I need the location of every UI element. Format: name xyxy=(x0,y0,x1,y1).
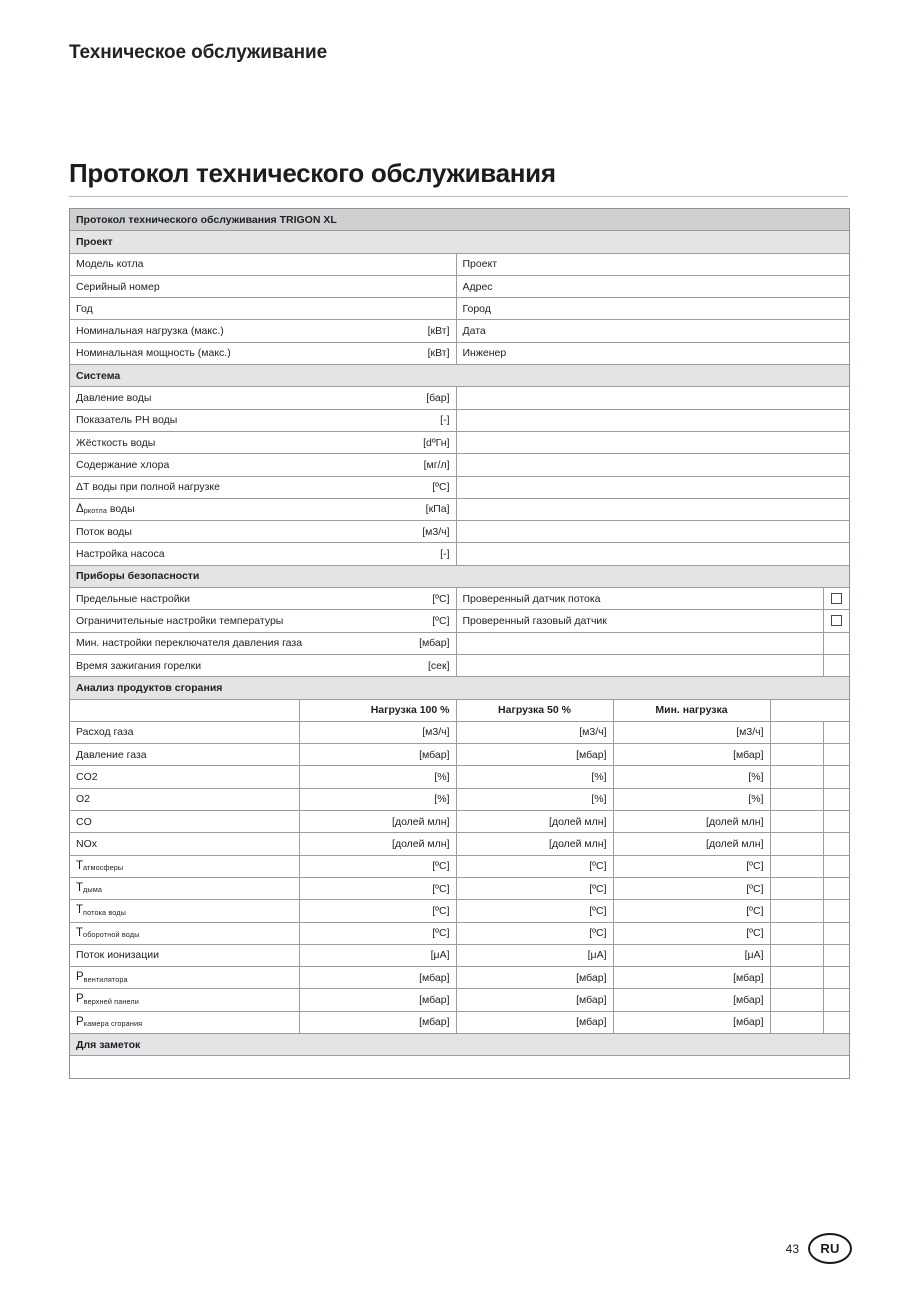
table-row xyxy=(70,766,849,788)
combustion-spacer-cell xyxy=(770,833,823,855)
combustion-unit-load-50[interactable]: [долей млн] xyxy=(456,811,613,833)
safety-check-label xyxy=(456,632,823,654)
row-label: Тдыма xyxy=(76,881,103,895)
combustion-spacer-cell xyxy=(770,944,823,966)
combustion-spacer-cell xyxy=(770,877,823,899)
table-row xyxy=(70,588,849,610)
row-label: Показатель PH воды xyxy=(76,414,178,427)
table-row xyxy=(70,1056,849,1078)
project-value-cell[interactable]: Адрес xyxy=(456,275,849,297)
row-label: Ркамера сгорания xyxy=(76,1015,143,1029)
combustion-spacer-cell xyxy=(770,900,823,922)
combustion-tail-cell xyxy=(823,833,849,855)
project-label-cell xyxy=(70,320,456,342)
row-label: Модель котла xyxy=(76,258,144,271)
combustion-spacer-cell xyxy=(770,967,823,989)
combustion-spacer-cell xyxy=(770,989,823,1011)
section-header-system: Система xyxy=(70,365,849,387)
combustion-label-cell xyxy=(70,744,299,766)
row-label: Год xyxy=(76,302,93,315)
table-row xyxy=(70,610,849,632)
combustion-unit-load-50[interactable]: [%] xyxy=(456,766,613,788)
row-label: Поток ионизации xyxy=(76,949,159,962)
row-unit: [мг/л] xyxy=(423,458,450,471)
combustion-label-cell xyxy=(70,1011,299,1033)
table-row xyxy=(70,922,849,944)
row-label: CO xyxy=(76,815,92,828)
combustion-unit-load-100[interactable]: [мбар] xyxy=(299,989,456,1011)
project-value-cell[interactable]: Проект xyxy=(456,253,849,275)
table-row xyxy=(70,855,849,877)
combustion-tail-cell xyxy=(823,922,849,944)
page-title: Протокол технического обслуживания xyxy=(69,158,556,188)
table-row xyxy=(70,989,849,1011)
combustion-spacer-cell xyxy=(770,721,823,743)
combustion-unit-load-50[interactable]: [ºC] xyxy=(456,900,613,922)
row-label: Время зажигания горелки xyxy=(76,659,202,672)
table-row xyxy=(70,900,849,922)
combustion-spacer-cell xyxy=(770,766,823,788)
table-row xyxy=(70,721,849,743)
combustion-tail-cell xyxy=(823,766,849,788)
combustion-unit-load-50[interactable]: [м3/ч] xyxy=(456,721,613,743)
system-value-cell[interactable] xyxy=(456,387,849,409)
combustion-unit-load-min[interactable]: [долей млн] xyxy=(613,833,770,855)
table-row xyxy=(70,543,849,565)
table-row xyxy=(70,877,849,899)
row-unit: [кВт] xyxy=(427,347,450,360)
column-header-load-50: Нагрузка 50 % xyxy=(456,699,613,721)
combustion-unit-load-100[interactable]: [мбар] xyxy=(299,744,456,766)
combustion-unit-load-100[interactable]: [долей млн] xyxy=(299,833,456,855)
safety-label-cell xyxy=(70,654,456,676)
combustion-unit-load-50[interactable]: [мбар] xyxy=(456,967,613,989)
project-label-cell xyxy=(70,298,456,320)
row-unit: [бар] xyxy=(426,391,450,404)
row-unit: [-] xyxy=(440,548,450,561)
system-value-cell[interactable] xyxy=(456,498,849,520)
table-row xyxy=(70,387,849,409)
section-header-notes: Для заметок xyxy=(70,1033,849,1055)
section-header-safety: Приборы безопасности xyxy=(70,565,849,587)
row-label: Давление газа xyxy=(76,748,147,761)
project-value-cell[interactable]: Дата xyxy=(456,320,849,342)
project-label-cell xyxy=(70,253,456,275)
row-label: Мин. настройки переключателя давления газа xyxy=(76,637,303,650)
row-label: Рвентилятора xyxy=(76,971,128,984)
combustion-unit-load-min[interactable]: [м3/ч] xyxy=(613,721,770,743)
combustion-unit-load-50[interactable]: [мбар] xyxy=(456,744,613,766)
table-row xyxy=(70,677,849,699)
project-label-cell xyxy=(70,342,456,364)
table-row xyxy=(70,565,849,587)
system-label-cell xyxy=(70,521,456,543)
system-label-cell xyxy=(70,498,456,520)
combustion-label-cell xyxy=(70,922,299,944)
row-label: Татмосферы xyxy=(76,859,124,873)
safety-label-cell xyxy=(70,632,456,654)
row-unit: [ºC] xyxy=(432,614,450,627)
row-label: Δркотла воды xyxy=(76,502,135,516)
table-row xyxy=(70,365,849,387)
safety-checkbox-cell[interactable] xyxy=(823,588,849,610)
system-value-cell[interactable] xyxy=(456,476,849,498)
safety-check-label: Проверенный газовый датчик xyxy=(456,610,823,632)
combustion-unit-load-min[interactable]: [ºC] xyxy=(613,922,770,944)
table-row xyxy=(70,476,849,498)
table-row xyxy=(70,521,849,543)
row-label: Предельные настройки xyxy=(76,592,191,605)
region-badge-icon: RU xyxy=(808,1233,852,1264)
table-row xyxy=(70,298,849,320)
row-label: Расход газа xyxy=(76,726,134,739)
row-label: Серийный номер xyxy=(76,280,160,293)
column-header-load-min: Мин. нагрузка xyxy=(613,699,770,721)
combustion-unit-load-50[interactable]: [мбар] xyxy=(456,1011,613,1033)
combustion-unit-load-50[interactable]: [μA] xyxy=(456,944,613,966)
combustion-corner-cell xyxy=(70,699,299,721)
row-label: Номинальная мощность (макс.) xyxy=(76,347,231,360)
combustion-unit-load-min[interactable]: [%] xyxy=(613,788,770,810)
combustion-unit-load-100[interactable]: [ºC] xyxy=(299,900,456,922)
table-row xyxy=(70,699,849,721)
table-row xyxy=(70,1033,849,1055)
project-value-cell[interactable]: Город xyxy=(456,298,849,320)
system-label-cell xyxy=(70,387,456,409)
maintenance-protocol-table xyxy=(69,208,850,1079)
table-row xyxy=(70,967,849,989)
combustion-unit-load-100[interactable]: [ºC] xyxy=(299,922,456,944)
table-row xyxy=(70,320,849,342)
running-head: Техническое обслуживание xyxy=(69,42,328,63)
notes-area[interactable] xyxy=(70,1056,849,1078)
table-row xyxy=(70,342,849,364)
table-row xyxy=(70,209,849,231)
sheet-title-bar: Протокол технического обслуживания TRIGON XL xyxy=(70,209,849,231)
system-label-cell xyxy=(70,409,456,431)
combustion-unit-load-50[interactable]: [ºC] xyxy=(456,855,613,877)
column-header-load-100: Нагрузка 100 % xyxy=(299,699,456,721)
combustion-spacer-cell xyxy=(770,811,823,833)
row-label: Тпотока воды xyxy=(76,904,126,917)
row-label: Номинальная нагрузка (макс.) xyxy=(76,325,224,338)
row-label: Ограничительные настройки температуры xyxy=(76,614,284,627)
table-row xyxy=(70,654,849,676)
safety-checkbox-cell[interactable] xyxy=(823,610,849,632)
system-value-cell[interactable] xyxy=(456,454,849,476)
row-label: ΔТ воды при полной нагрузке xyxy=(76,481,220,494)
combustion-label-cell xyxy=(70,967,299,989)
page-number: 43 xyxy=(785,1241,799,1256)
combustion-label-cell xyxy=(70,877,299,899)
combustion-label-cell xyxy=(70,788,299,810)
combustion-unit-load-min[interactable]: [мбар] xyxy=(613,989,770,1011)
table-row xyxy=(70,833,849,855)
combustion-unit-load-min[interactable]: [ºC] xyxy=(613,900,770,922)
combustion-unit-load-min[interactable]: [μA] xyxy=(613,944,770,966)
combustion-unit-load-100[interactable]: [м3/ч] xyxy=(299,721,456,743)
combustion-unit-load-100[interactable]: [%] xyxy=(299,788,456,810)
combustion-tail-cell xyxy=(823,811,849,833)
combustion-unit-load-min[interactable]: [мбар] xyxy=(613,1011,770,1033)
checkbox-icon[interactable] xyxy=(831,615,842,626)
safety-check-label: Проверенный датчик потока xyxy=(456,588,823,610)
combustion-unit-load-50[interactable]: [%] xyxy=(456,788,613,810)
system-value-cell[interactable] xyxy=(456,431,849,453)
table-row xyxy=(70,498,849,520)
combustion-unit-load-min[interactable]: [ºC] xyxy=(613,877,770,899)
combustion-unit-load-50[interactable]: [ºC] xyxy=(456,877,613,899)
table-row xyxy=(70,253,849,275)
combustion-unit-load-50[interactable]: [ºC] xyxy=(456,922,613,944)
combustion-label-cell xyxy=(70,721,299,743)
row-label: Жёсткость воды xyxy=(76,436,156,449)
row-label: Настройка насоса xyxy=(76,548,165,561)
system-value-cell[interactable] xyxy=(456,543,849,565)
row-unit: [кВт] xyxy=(427,325,450,338)
section-header-project: Проект xyxy=(70,231,849,253)
combustion-label-cell xyxy=(70,766,299,788)
row-label: O2 xyxy=(76,793,91,806)
safety-label-cell xyxy=(70,588,456,610)
combustion-tail-cell xyxy=(823,877,849,899)
row-unit: [-] xyxy=(440,414,450,427)
table-row xyxy=(70,788,849,810)
row-unit: [мбар] xyxy=(419,637,450,650)
row-label: Содержание хлора xyxy=(76,458,170,471)
combustion-unit-load-min[interactable]: [мбар] xyxy=(613,967,770,989)
combustion-spacer-cell xyxy=(770,1011,823,1033)
combustion-label-cell xyxy=(70,900,299,922)
combustion-header-tail xyxy=(770,699,849,721)
protocol-grid xyxy=(70,209,849,1078)
table-row xyxy=(70,275,849,297)
combustion-label-cell xyxy=(70,989,299,1011)
system-label-cell xyxy=(70,476,456,498)
combustion-label-cell xyxy=(70,811,299,833)
table-row xyxy=(70,1011,849,1033)
row-unit: [ºC] xyxy=(432,592,450,605)
table-row xyxy=(70,744,849,766)
combustion-spacer-cell xyxy=(770,788,823,810)
combustion-unit-load-100[interactable]: [μA] xyxy=(299,944,456,966)
project-value-cell[interactable]: Инженер xyxy=(456,342,849,364)
title-rule xyxy=(69,196,848,197)
row-unit: [м3/ч] xyxy=(422,525,450,538)
safety-label-cell xyxy=(70,610,456,632)
combustion-unit-load-min[interactable]: [мбар] xyxy=(613,744,770,766)
system-label-cell xyxy=(70,454,456,476)
combustion-tail-cell xyxy=(823,721,849,743)
row-unit: [dºГн] xyxy=(423,436,450,449)
combustion-tail-cell xyxy=(823,989,849,1011)
row-label: Рверхней панели xyxy=(76,993,139,1006)
combustion-unit-load-100[interactable]: [мбар] xyxy=(299,1011,456,1033)
row-label: Давление воды xyxy=(76,391,152,404)
combustion-unit-load-min[interactable]: [%] xyxy=(613,766,770,788)
combustion-spacer-cell xyxy=(770,922,823,944)
combustion-tail-cell xyxy=(823,788,849,810)
combustion-label-cell xyxy=(70,833,299,855)
system-value-cell[interactable] xyxy=(456,409,849,431)
table-row xyxy=(70,811,849,833)
combustion-unit-load-50[interactable]: [долей млн] xyxy=(456,833,613,855)
checkbox-icon[interactable] xyxy=(831,593,842,604)
combustion-tail-cell xyxy=(823,944,849,966)
combustion-unit-load-50[interactable]: [мбар] xyxy=(456,989,613,1011)
combustion-tail-cell xyxy=(823,855,849,877)
combustion-tail-cell xyxy=(823,967,849,989)
safety-check-label xyxy=(456,654,823,676)
table-row xyxy=(70,431,849,453)
combustion-spacer-cell xyxy=(770,744,823,766)
project-label-cell xyxy=(70,275,456,297)
page-footer xyxy=(786,1233,852,1264)
combustion-tail-cell xyxy=(823,1011,849,1033)
row-unit: [кПа] xyxy=(425,503,450,516)
row-label: CO2 xyxy=(76,771,98,784)
combustion-label-cell xyxy=(70,944,299,966)
row-label: Поток воды xyxy=(76,525,132,538)
row-unit: [сек] xyxy=(427,659,450,672)
system-value-cell[interactable] xyxy=(456,521,849,543)
combustion-unit-load-100[interactable]: [мбар] xyxy=(299,967,456,989)
combustion-unit-load-100[interactable]: [%] xyxy=(299,766,456,788)
combustion-unit-load-100[interactable]: [долей млн] xyxy=(299,811,456,833)
combustion-tail-cell xyxy=(823,900,849,922)
system-label-cell xyxy=(70,543,456,565)
combustion-unit-load-min[interactable]: [долей млн] xyxy=(613,811,770,833)
table-row xyxy=(70,409,849,431)
safety-checkbox-cell[interactable] xyxy=(823,654,849,676)
row-label: Тоборотной воды xyxy=(76,926,140,940)
combustion-spacer-cell xyxy=(770,855,823,877)
combustion-unit-load-min[interactable]: [ºC] xyxy=(613,855,770,877)
table-row xyxy=(70,944,849,966)
system-label-cell xyxy=(70,431,456,453)
row-label: NOx xyxy=(76,837,97,850)
combustion-unit-load-100[interactable]: [ºC] xyxy=(299,877,456,899)
combustion-tail-cell xyxy=(823,744,849,766)
combustion-label-cell xyxy=(70,855,299,877)
table-row xyxy=(70,454,849,476)
combustion-unit-load-100[interactable]: [ºC] xyxy=(299,855,456,877)
safety-checkbox-cell[interactable] xyxy=(823,632,849,654)
section-header-combustion: Анализ продуктов сгорания xyxy=(70,677,849,699)
table-row xyxy=(70,632,849,654)
row-unit: [ºC] xyxy=(432,481,450,494)
table-row xyxy=(70,231,849,253)
